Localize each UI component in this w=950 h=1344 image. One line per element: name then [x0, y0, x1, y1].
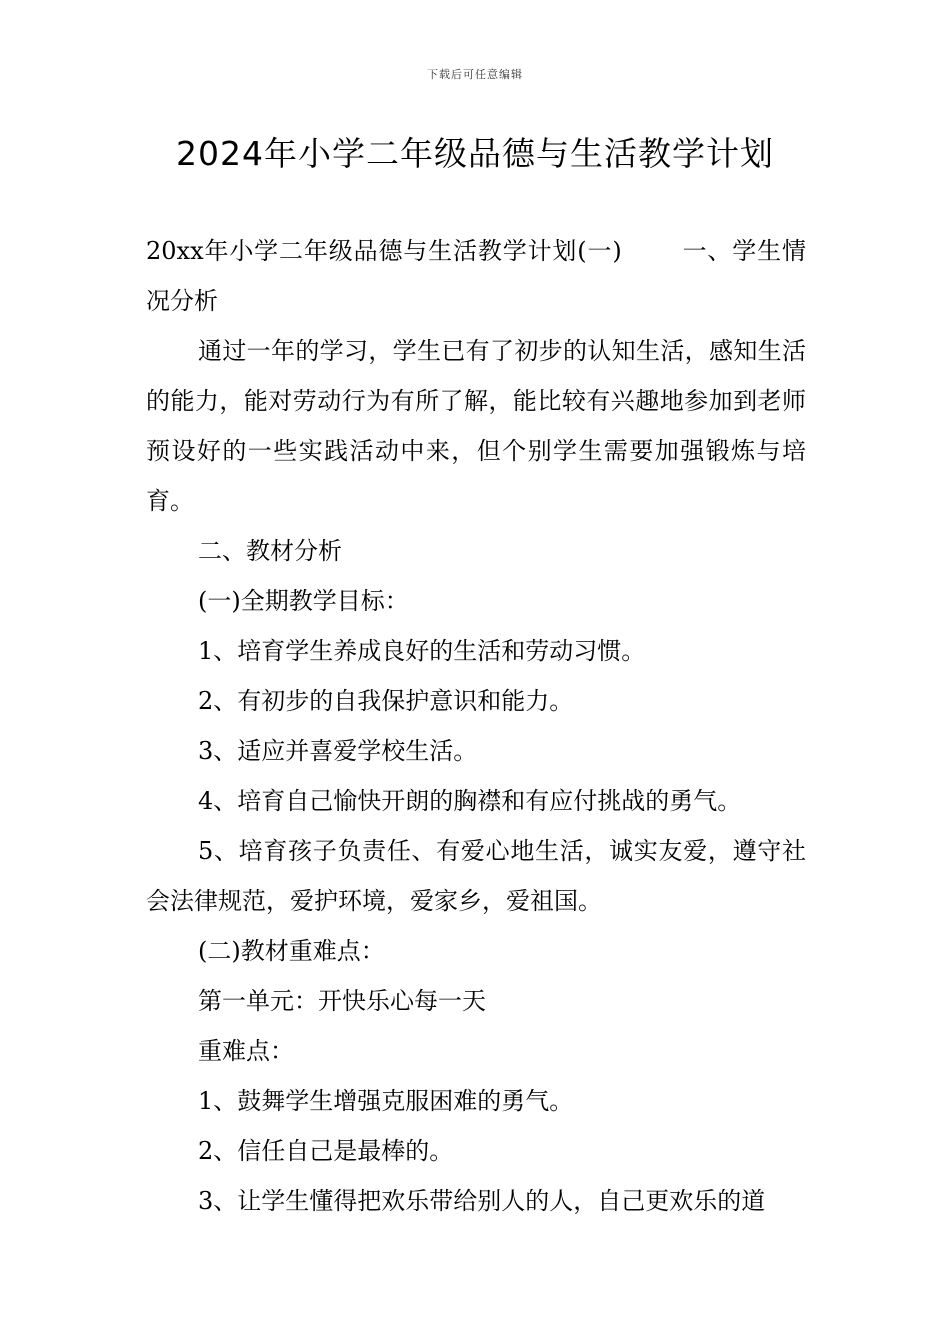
goal-item-1: 1、培育学生养成良好的生活和劳动习惯。 [198, 637, 646, 665]
goal-item-2: 2、有初步的自我保护意识和能力。 [198, 687, 574, 715]
goal-item-5: 5、培育孩子负责任、有爱心地生活，诚实友爱，遵守社会法律规范，爱护环境，爱家乡，爱祖国。 [146, 837, 806, 915]
key-point-item-1: 1、鼓舞学生增强克服困难的勇气。 [198, 1087, 574, 1115]
paragraph-student-situation: 通过一年的学习，学生已有了初步的认知生活，感知生活的能力，能对劳动行为有所了解，能比较有兴趣地参加到老师预设好的一些实践活动中来，但个别学生需要加强锻炼与培育。 [146, 337, 806, 515]
intro-heading: 20xx年小学二年级品德与生活教学计划(一) [146, 237, 622, 265]
intro-paragraph [146, 226, 806, 326]
page-header-note: 下载后可任意编辑 [427, 68, 523, 81]
document-body [146, 226, 806, 1226]
section-heading-textbook-analysis: 二、教材分析 [198, 537, 342, 565]
subheading-key-points: (二)教材重难点： [198, 937, 385, 965]
goal-item-4: 4、培育自己愉快开朗的胸襟和有应付挑战的勇气。 [198, 787, 742, 815]
unit-one-heading: 第一单元：开快乐心每一天 [198, 987, 486, 1015]
key-point-item-3: 3、让学生懂得把欢乐带给别人的人，自己更欢乐的道 [198, 1187, 766, 1215]
document-title: 2024年小学二年级品德与生活教学计划 [176, 134, 774, 173]
subheading-teaching-goals: (一)全期教学目标： [198, 587, 409, 615]
key-points-label: 重难点： [198, 1037, 294, 1065]
section-heading-student-analysis: 一、学生情况分析 [146, 237, 806, 315]
key-point-item-2: 2、信任自己是最棒的。 [198, 1137, 454, 1165]
goal-item-3: 3、适应并喜爱学校生活。 [198, 737, 478, 765]
